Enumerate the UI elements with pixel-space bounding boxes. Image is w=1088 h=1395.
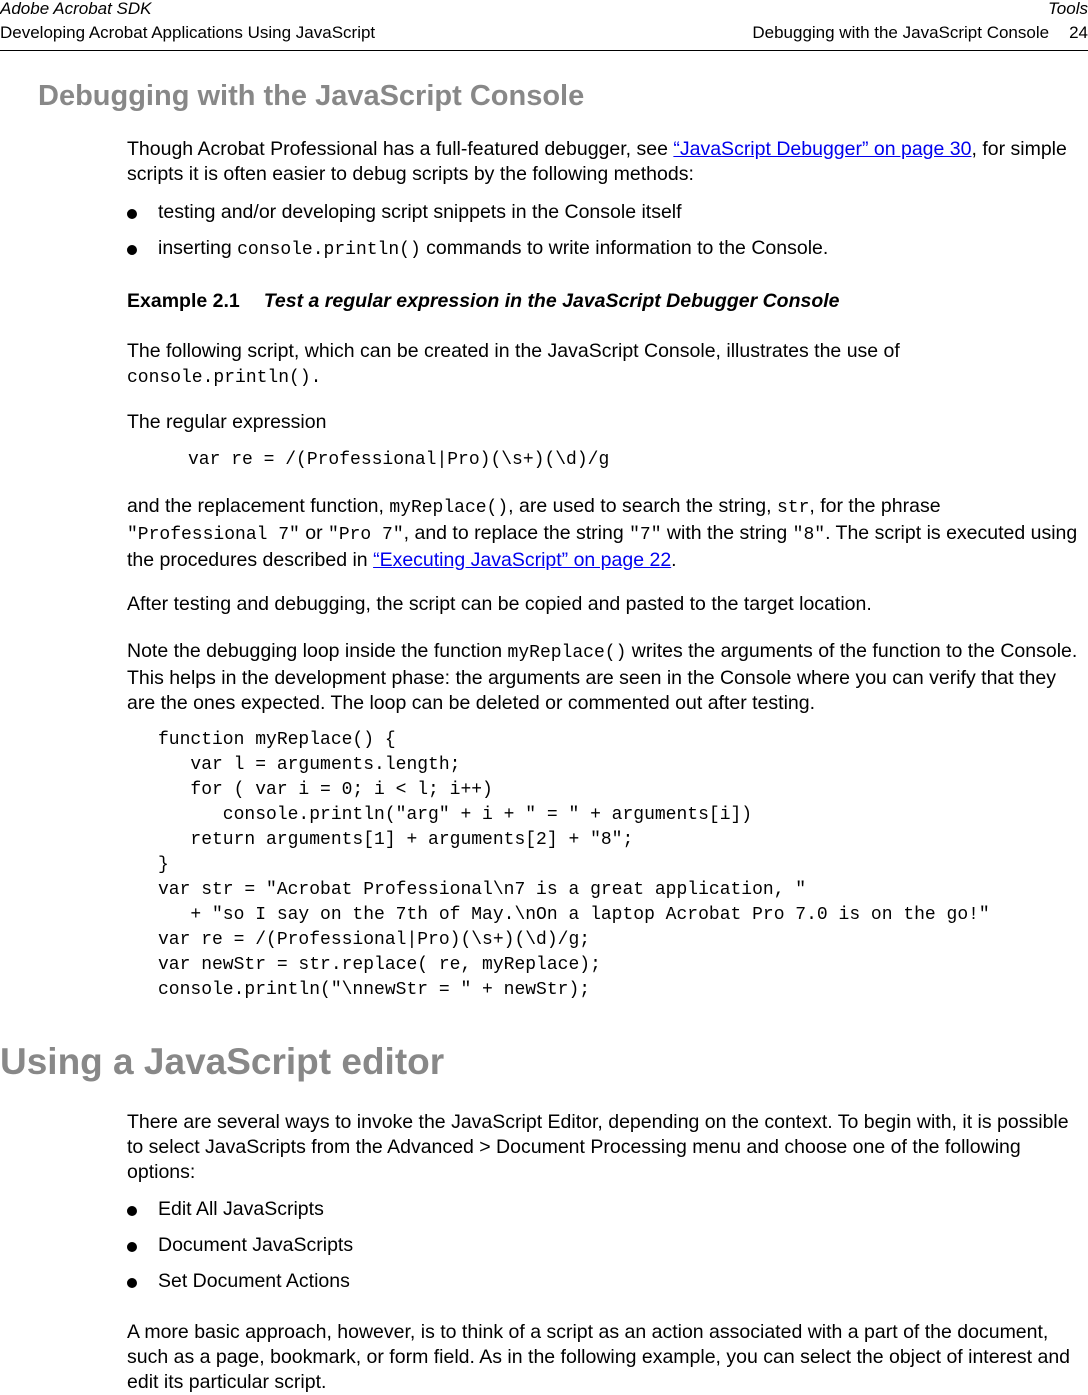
bullet-text (158, 236, 828, 263)
section-heading-debugging: Debugging with the JavaScript Console (38, 80, 585, 112)
example-label: Example 2.1 (127, 290, 240, 312)
paragraph-text: , for the phrase (809, 495, 941, 517)
paragraph-text: writes the arguments of the function to the Console. This helps in the development phase: the arguments are seen in the Console where you can verify that they are the ones expected. The loop can be deleted or commented out after testing. (127, 640, 1078, 714)
code-line: var re = /(Professional|Pro)(\s+)(\d)/g; (158, 930, 591, 950)
paragraph-text: with the string (661, 522, 793, 544)
code-line: function myReplace() { (158, 730, 396, 750)
code-line: var l = arguments.length; (158, 755, 461, 775)
header-chapter: Tools (1047, 0, 1088, 18)
bullet-text: Edit All JavaScripts (158, 1198, 324, 1220)
paragraph-text: , and to replace the string (403, 522, 630, 544)
example-title: Test a regular expression in the JavaScript Debugger Console (263, 290, 840, 312)
inline-code: console.println() (237, 240, 421, 260)
intro-text: Though Acrobat Professional has a full-featured debugger, see (127, 138, 674, 160)
bullet-text-pre: inserting (158, 237, 238, 259)
editor-intro-paragraph: There are several ways to invoke the JavaScript Editor, depending on the context. To begin with, it is possible to select JavaScripts from the Advanced > Document Processing menu and choose one of the following options: (127, 1111, 1069, 1183)
paragraph-text: . The script is executed using the procedures described in (127, 522, 1078, 571)
paragraph-text: The following script, which can be created in the JavaScript Console, illustrates the use of (127, 340, 900, 362)
inline-code: "Pro 7" (328, 525, 404, 545)
bullet-dot (127, 1242, 137, 1252)
code-line: var newStr = str.replace( re, myReplace); (158, 955, 601, 975)
bullet-dot (127, 1278, 137, 1288)
code-line: console.println("\nnewStr = " + newStr); (158, 980, 591, 1000)
inline-code: console.println(). (127, 368, 322, 388)
code-line: } (158, 855, 169, 875)
header-book-title: Developing Acrobat Applications Using JavaScript (0, 23, 376, 42)
page-header (0, 0, 1088, 51)
bullet-text: Set Document Actions (158, 1270, 350, 1292)
paragraph-text: . (671, 549, 677, 571)
inline-code: str (776, 498, 810, 518)
intro-text-end: , for simple scripts it is often easier to debug scripts by the following methods: (127, 138, 1067, 185)
bullet-dot (127, 1206, 137, 1216)
regex-code: var re = /(Professional|Pro)(\s+)(\d)/g (188, 450, 610, 470)
code-line: var str = "Acrobat Professional\n7 is a great application, " (158, 880, 807, 900)
header-section (752, 23, 1088, 43)
paragraph-text: Note the debugging loop inside the function (127, 640, 508, 662)
paragraph-text: or (299, 522, 329, 544)
code-line: + "so I say on the 7th of May.\nOn a laptop Acrobat Pro 7.0 is on the go!" (158, 905, 990, 925)
section-heading-javascript-editor: Using a JavaScript editor (0, 1041, 445, 1082)
bullet-text: testing and/or developing script snippets in the Console itself (158, 201, 682, 223)
intro-paragraph (127, 137, 1085, 187)
inline-code: "Professional 7" (127, 525, 300, 545)
paragraph-text: and the replacement function, (127, 495, 390, 517)
paragraph-text: , are used to search the string, (508, 495, 777, 517)
following-script-paragraph (127, 339, 1085, 391)
inline-code: myReplace() (389, 498, 509, 518)
link-executing-javascript[interactable]: “Executing JavaScript” on page 22 (373, 549, 672, 571)
bullet-dot (127, 209, 137, 219)
code-line: return arguments[1] + arguments[2] + "8"; (158, 830, 634, 850)
inline-code: "8" (792, 525, 826, 545)
inline-code: "7" (629, 525, 662, 545)
note-paragraph (127, 639, 1085, 716)
header-section-title: Debugging with the JavaScript Console (752, 23, 1050, 42)
replacement-paragraph (127, 494, 1085, 573)
example-code-block (158, 728, 990, 1003)
page-number: 24 (1069, 23, 1088, 42)
after-testing-paragraph: After testing and debugging, the script can be copied and pasted to the target location. (127, 593, 872, 615)
code-line: for ( var i = 0; i < l; i++) (158, 780, 493, 800)
link-javascript-debugger[interactable]: “JavaScript Debugger” on page 30 (673, 138, 972, 160)
example-caption (127, 290, 840, 313)
header-product: Adobe Acrobat SDK (0, 0, 152, 18)
code-line: console.println("arg" + i + " = " + arguments[i]) (158, 805, 753, 825)
bullet-text: Document JavaScripts (158, 1234, 354, 1256)
inline-code: myReplace() (507, 643, 627, 663)
editor-outro-paragraph: A more basic approach, however, is to think of a script as an action associated with a part of the document, such as a page, bookmark, or form field. As in the following example, you can select the object of interest and edit its particular script. (127, 1321, 1071, 1393)
bullet-dot (127, 245, 137, 255)
bullet-text-post: commands to write information to the Console. (420, 237, 829, 259)
regex-label-paragraph: The regular expression (127, 411, 327, 433)
